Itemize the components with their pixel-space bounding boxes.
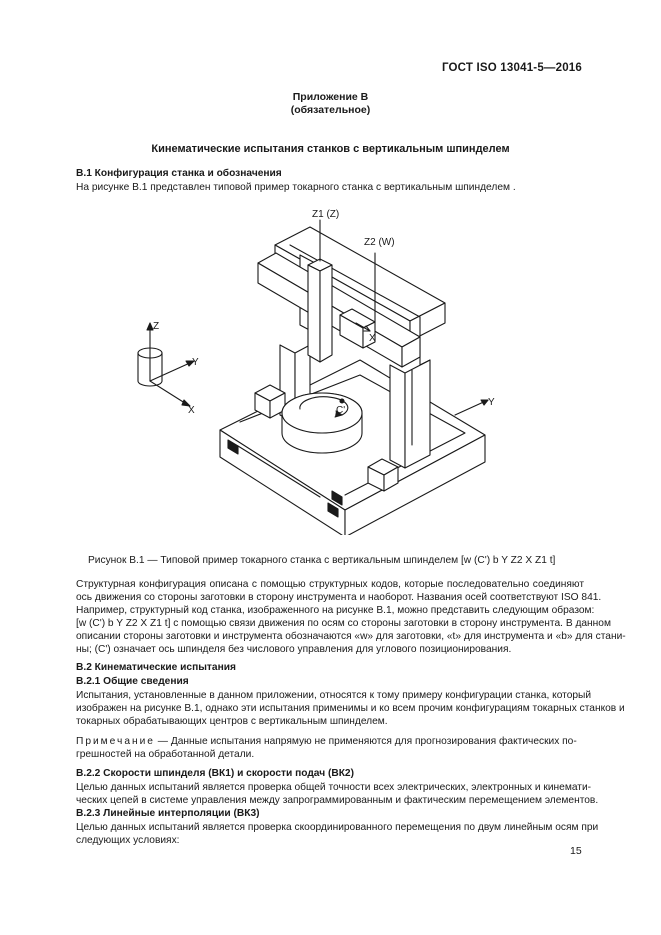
b23-line-1: Целью данных испытаний является проверка скоординированного перемещения по двум линейным осям при <box>76 822 599 833</box>
lathe-figure <box>120 205 520 535</box>
b21-line-3: токарных обрабатывающих центров с вертикальным шпинделем. <box>76 716 388 727</box>
note-text: — Данные испытания напрямую не применяются для прогнозирования фактических по- <box>154 736 577 747</box>
page-number: 15 <box>570 845 582 857</box>
section-b23-heading: В.2.3 Линейные интерполяции (ВК3) <box>76 808 260 819</box>
figure-caption: Рисунок В.1 — Типовой пример токарного станка с вертикальным шпинделем [w (C') b Y Z2 X Z1 t] <box>88 555 556 566</box>
section-b2-heading: В.2 Кинематические испытания <box>76 662 236 673</box>
machine-base <box>220 360 485 535</box>
label-c-prime: C' <box>336 405 346 416</box>
b22-line-2: ческих цепей в системе управления между запрограммированным и фактическим перемещением элементов. <box>76 795 599 806</box>
structural-line-3: Например, структурный код станка, изображенного на рисунке В.1, можно представить следующим образом: <box>76 605 595 616</box>
section-b1-heading: В.1 Конфигурация станка и обозначения <box>76 168 282 179</box>
label-y-axis: Y <box>192 357 199 368</box>
label-x-machine: X <box>369 333 376 344</box>
structural-line-6: ны; (C') означает ось шпинделя без числового управления для углового позиционирования. <box>76 644 512 655</box>
machine-y-arrow <box>455 400 488 415</box>
b21-line-2: изображен на рисунке В.1, однако эти испытания применимы и ко всем прочим конфигурациям токарных станков и <box>76 703 625 714</box>
label-z-axis: Z <box>153 321 160 332</box>
b23-line-2: следующих условиях: <box>76 835 180 846</box>
annex-title: Приложение В <box>292 91 369 103</box>
b22-line-1: Целью данных испытаний является проверка общей точности всех электрических, электронных и кинемати- <box>76 782 592 793</box>
label-x-axis: X <box>188 405 195 416</box>
standard-number: ГОСТ ISO 13041-5—2016 <box>441 62 582 74</box>
note-line-1 <box>76 735 584 749</box>
document-title: Кинематические испытания станков с вертикальным шпинделем <box>151 143 510 155</box>
section-b1-intro: На рисунке В.1 представлен типовой пример токарного станка с вертикальным шпинделем . <box>76 182 516 193</box>
structural-line-1: Структурная конфигурация описана с помощью структурных кодов, которые последовательно соединяют <box>76 579 584 590</box>
structural-line-2: ось движения со стороны заготовки в сторону инструмента и наоборот. Названия осей соответствуют ISO 841. <box>76 592 602 603</box>
rotary-table <box>282 393 362 453</box>
label-y-machine: Y <box>488 397 495 408</box>
coordinate-triad <box>138 323 194 406</box>
structural-line-4: [w (C') b Y Z2 X Z1 t] с помощью связи движения по осям со стороны заготовки в сторону инструмента. В данном <box>76 618 611 629</box>
note-line-2: грешностей на обработанной детали. <box>76 749 255 760</box>
section-b21-heading: В.2.1 Общие сведения <box>76 676 189 687</box>
section-b22-heading: В.2.2 Скорости шпинделя (ВК1) и скорости подач (ВК2) <box>76 768 354 779</box>
annex-status: (обязательное) <box>290 104 371 116</box>
b21-line-1: Испытания, установленные в данном приложении, относятся к тому примеру конфигурации станка, который <box>76 690 592 701</box>
structural-line-5: описании стороны заготовки и инструмента обозначаются «w» для заготовки, «t» для инструмента и «b» для стани- <box>76 631 626 642</box>
label-z1: Z1 (Z) <box>312 209 340 220</box>
label-z2: Z2 (W) <box>364 237 395 248</box>
note-label: Примечание <box>76 736 155 747</box>
